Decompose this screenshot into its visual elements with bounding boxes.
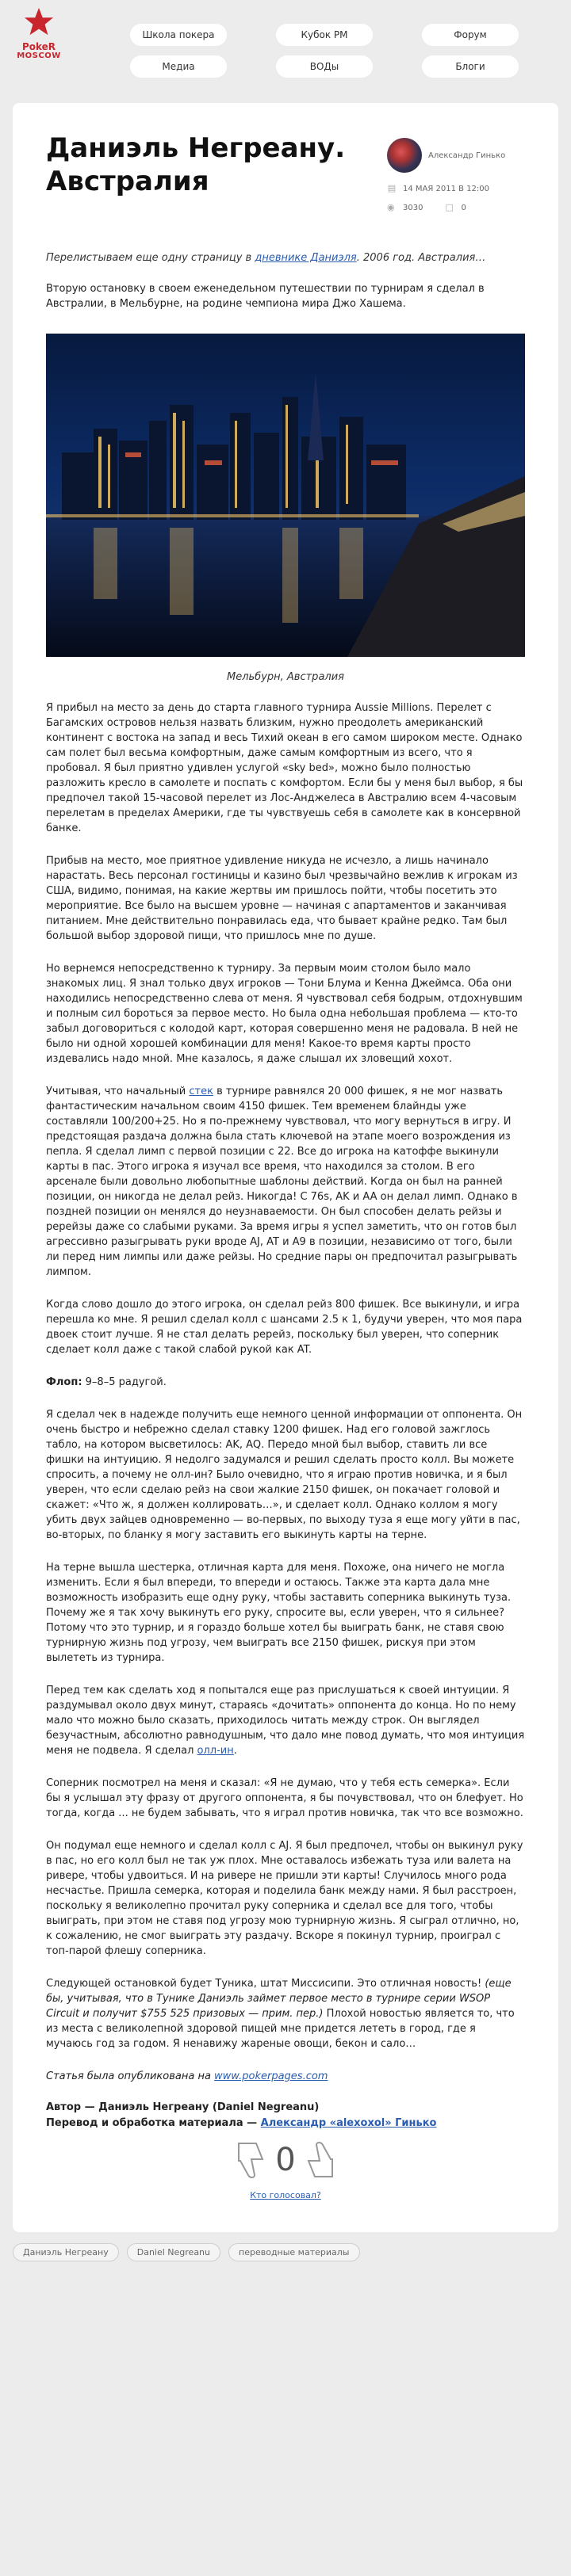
article-date: 14 МАЯ 2011 В 12:00 [403,184,489,193]
p9-text-1: Перед тем как сделать ход я попытался еще раз прислушаться к своей интуиции. Я раздумывал около двух минут, стараясь «дочитать» оппонента до конца. Но по нему мало что можно было сказать, приходилось читать между строк. Он выглядел безучастным, абсолютно равнодушным, что дало мне повод думать, что моя интуиция меня не подвела. Я сделал [46,1685,525,1757]
author-name[interactable]: Александр Гинько [428,151,506,160]
views-stat [387,203,423,212]
nav-forum[interactable]: Форум [422,24,519,46]
flop-label: Флоп: [46,1376,82,1388]
nav-media[interactable]: Медиа [130,55,227,78]
p12-text-1: Следующей остановкой будет Туника, штат Миссисипи. Это отличная новость! [46,1978,485,1990]
tag-translations[interactable]: переводные материалы [228,2243,359,2261]
comment-icon: □ [445,202,454,212]
tag-negreanu-ru[interactable]: Даниэль Негреану [13,2243,119,2261]
lead-text-2: . 2006 год. Австралия… [356,252,486,264]
diary-link[interactable]: дневнике Даниэля [255,252,357,264]
nav-cup[interactable]: Кубок РМ [276,24,373,46]
article-card [13,103,558,2232]
p12-note: (еще бы, учитывая, что в Тунике Даниэль займет первое место в турнире серии WSOP Circuit и получит $755 525 призовых — прим. пер.) [46,1978,512,2020]
paragraph [46,1683,525,1758]
translator-text: Перевод и обработка материала — [46,2117,261,2129]
star-icon [24,6,54,36]
thumbs-down-icon[interactable] [234,2140,269,2180]
paragraph: Я прибыл на место за день до старта главного турнира Aussie Millions. Перелет с Багамских островов нельзя назвать близким, нужно преодолеть американский континент с востока на запад и весь Тихий океан в его самом широком месте. Однако сам полет был весьма комфортным, даже самым комфортным из всего, что я пробовал. Я был приятно удивлен услугой «sky bed», можно было полностью разложить кресло в самолете и поспать с комфортом. Если бы у меня был выбор, я бы предпочел такой 15-часовой перелет из Лос-Анджелеса в Австралию всем 4-часовым перелетам в пределах Америки, где ты чувствуешь себя в самолете как в консервной банке. [46,702,523,834]
comments-count: 0 [461,203,466,212]
article-meta [387,138,525,212]
p5-text-2: в турнире равнялся 20 000 фишек, я не мог назвать фантастическим начальном своим 4150 фишек. Тем временем блайнды уже составляли 100/200+25. Но я по-прежнему чувствовал, что могу вернуться в игру. И предстоящая раздача должна была стать ключевой на этапе моего возрождения из пепла. Я сделал лимп с первой позиции с 22. Все до игрока на катоффе выкинули карты в пас. Этого игрока я изучал все время, что находился за столом. В его арсенале были довольно любопытные шаблоны действий. Когда он был на ранней позиции, он никогда не делал рейз. Никогда! С 76s, AK и AA он делал лимп. Однако в поздней позиции он менялся до неузнаваемости. Он был способен делать рейзы и ререйзы даже со слабыми руками. За время игры я успел заметить, что он готов был агрессивно разыгрывать руки вроде AJ, AT и A9 в позиции, независимо от того, были ли перед ним лимпы или даже рейзы. Но средние пары он предпочитал разыгрывать лимпом. [46,1086,518,1278]
article-stats [387,203,525,212]
flop-paragraph [46,1375,525,1390]
nav-vods[interactable]: ВОДы [276,55,373,78]
nav-blogs[interactable]: Блоги [422,55,519,78]
site-logo[interactable] [14,6,63,92]
nav-school[interactable]: Школа покера [130,24,227,46]
lead-text-1: Перелистываем еще одну страницу в [46,252,255,264]
stack-link[interactable]: стек [189,1086,213,1097]
flop-text: 9–8–5 радугой. [82,1376,167,1388]
allin-link[interactable]: олл-ин [197,1745,234,1757]
calendar-icon: ▤ [387,183,397,193]
paragraph [46,1976,525,2051]
translator-link[interactable]: Александр «alexoxol» Гинько [260,2117,437,2129]
views-count: 3030 [403,203,423,212]
paragraph: Соперник посмотрел на меня и сказал: «Я не думаю, что у тебя есть семерка». Если бы я услышал эту фразу от другого оппонента, я бы почувствовал, что он блефует. Но тогда, когда ... не будем забывать, что я играл против новичка, так что все возможно. [46,1777,523,1819]
vote-widget [46,2136,525,2184]
source-paragraph [46,2069,525,2084]
main-nav [130,24,519,78]
comments-stat[interactable] [445,203,466,212]
p9-text-2: . [233,1745,237,1757]
paragraph: Когда слово дошло до этого игрока, он сделал рейз 800 фишек. Все выкинули, и игра перешла ко мне. Я решил сделал колл с шансами 2.5 к 1, будучи уверен, что моя пара двоек стоит лучше. Я не стал делать ререйз, поскольку был уверен, что соперник сделает колл даже с такой слабой рукой как AT. [46,1299,523,1356]
photo-caption: Мельбурн, Австралия [227,671,344,683]
article-lead [46,252,525,264]
source-link[interactable]: www.pokerpages.com [214,2070,328,2082]
title-row [46,132,525,250]
paragraph: Я сделал чек в надежде получить еще немного ценной информации от оппонента. Он очень быстро и небрежно сделал ставку 1200 фишек. Над его головой зажглось табло, на котором высветилось: AK, AQ. Передо мной был выбор, ставить ли все фишки на интуицию. Я недолго задумался и решил сделать просто колл. Вы можете спросить, а почему не олл-ин? Было очевидно, что я играю против новичка, и я был уверен, что если сделаю рейз на свои жалкие 2150 фишек, он покачает головой и скажет: «Что ж, я должен коллировать…», и сделает колл. Однако коллом я могу убить двух зайцев одновременно — во-первых, по выходу туза я еще могу уйти в пас, во-вторых, по бланку я могу заставить его выкинуть карты на терне. [46,1409,523,1541]
paragraph: На терне вышла шестерка, отличная карта для меня. Похоже, она ничего не могла изменить. Если я был впереди, то впереди и остаюсь. Также эта карта дала мне возможность изобразить еще одну руку, чтобы заставить соперника выкинуть туза. Почему же я так хочу выкинуть его руку, спросите вы, если уверен, что я сильнее? Потому что это турнир, и я гораздо больше хотел бы выиграть банк, не ставя свою турнирную жизнь под угрозу, чем выиграть все 2150 фишек, рискуя при этом вылететь из турнира. [46,1562,512,1664]
tag-list [13,2243,558,2261]
site-header [0,0,571,93]
p5-text-1: Учитывая, что начальный [46,1086,190,1097]
melbourne-photo [46,334,525,657]
author-line[interactable] [387,138,525,173]
p12-text-2: Плохой новостью является то, что из места с великолепной здоровой пищей мне придется лететь в город, где я мучаюсь год за годом. Я ненавижу жареные овощи, бекон и сало… [46,2008,515,2050]
paragraph: Вторую остановку в своем еженедельном путешествии по турнирам я сделал в Австралии, в Мельбурне, на родине чемпиона мира Джо Хашема. [46,283,485,310]
tag-negreanu-en[interactable]: Daniel Negreanu [127,2243,220,2261]
translator-credit [46,2116,525,2131]
paragraph: Но вернемся непосредственно к турниру. За первым моим столом было мало знакомых лиц. Я знал только двух игроков — Тони Блума и Кенна Джеймса. Оба они находились непосредственно слева от меня. Я чувствовал себя бодрым, отдохнувшим и полным сил бороться за первое место. Но была одна небольшая проблема — кто-то забыл договориться с колодой карт, которая совершенно меня не радовала. В ней не было ни одной хорошей комбинации для меня! Какое-то время карты просто издевались надо мной. Мне казалось, я даже слышал их зловещий хохот. [46,963,523,1065]
thumbs-up-icon[interactable] [302,2140,337,2180]
who-voted-link[interactable]: Кто голосовал? [250,2190,321,2200]
source-text: Статья была опубликована на [46,2070,215,2082]
article-title: Даниэль Негреану. Австралия [46,132,346,197]
vote-count: 0 [275,2142,296,2178]
paragraph: Прибыв на место, мое приятное удивление никуда не исчезло, а лишь начинало нарастать. Весь персонал гостиницы и казино был чрезвычайно вежлив к игрокам из США, видимо, понимая, на какие жертвы им пришлось пойти, чтобы посетить это мероприятие. Все было на высшем уровне — начиная с апартаментов и заканчивая питанием. Мне действительно понравилась еда, что бывает крайне редко. Там был большой выбор здоровой пищи, что пришлось мне по душе. [46,855,518,942]
credits [46,2100,525,2131]
logo-line1: PokeR [21,41,56,52]
logo-text [14,43,63,60]
photo-figure [46,334,525,683]
paragraph: Он подумал еще немного и сделал колл с AJ. Я был предпочел, чтобы он выкинул руку в пас, но его колл был не так уж плох. Мне оставалось избежать туза или валета на ривере, чтобы удвоиться. И на ривере не пришли эти карты! Случилось много рода несчастье. Пришла семерка, которая и поделила банк между нами. Я был расстроен, поскольку я великолепно прочитал руку соперника и сделал все для того, чтобы выиграть, при этом не ставя под угрозу мою турнирную жизнь. Я сыграл отлично, но, к сожалению, не смог выиграть эту раздачу. Вскоре я покинул турнир, проиграл с топ-парой флешу соперника. [46,1840,523,1957]
paragraph [46,1084,525,1280]
logo-line2: MOSCOW [17,52,61,60]
eye-icon: ◉ [387,202,395,212]
date-row [387,184,525,193]
avatar[interactable] [387,138,422,173]
author-credit: Автор — Даниэль Негреану (Daniel Negreanu) [46,2101,320,2113]
